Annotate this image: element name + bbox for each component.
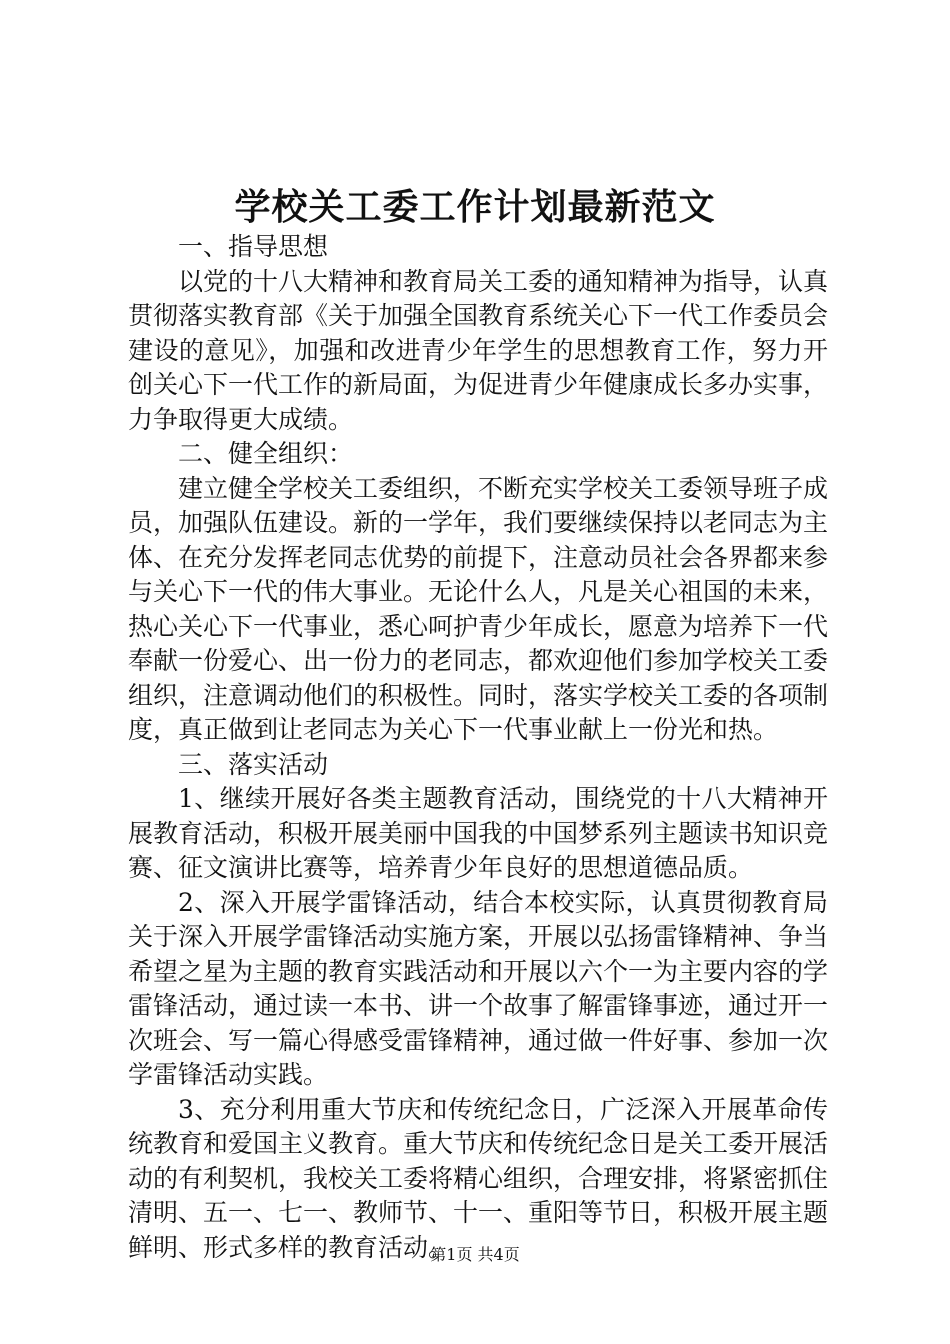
paragraph-guiding-ideology: 以党的十八大精神和教育局关工委的通知精神为指导，认真贯彻落实教育部《关于加强全国教育系统关心下一代工作委员会建设的意见》，加强和改进青少年学生的思想教育工作，努力开创关心下一代工作的新局面，为促进青少年健康成长多办实事，力争取得更大成绩。	[128, 266, 829, 434]
paragraph-activity-3: 3、充分利用重大节庆和传统纪念日，广泛深入开展革命传统教育和爱国主义教育。重大节庆和传统纪念日是关工委开展活动的有利契机，我校关工委将精心组织，合理安排，将紧密抓住清明、五一、七一、教师节、十一、重阳等节日，积极开展主题鲜明、形式多样的教育活动。	[128, 1094, 829, 1262]
paragraph-activity-2: 2、深入开展学雷锋活动，结合本校实际，认真贯彻教育局关于深入开展学雷锋活动实施方案，开展以弘扬雷锋精神、争当希望之星为主题的教育实践活动和开展以六个一为主要内容的学雷锋活动，通过读一本书、讲一个故事了解雷锋事迹，通过开一次班会、写一篇心得感受雷锋精神，通过做一件好事、参加一次学雷锋活动实践。	[128, 887, 829, 1089]
section-heading-guiding-ideology: 一、指导思想	[178, 232, 329, 261]
section-heading-organization: 二、健全组织：	[178, 439, 354, 468]
paragraph-activity-1: 1、继续开展好各类主题教育活动，围绕党的十八大精神开展教育活动，积极开展美丽中国我的中国梦系列主题读书知识竞赛、征文演讲比赛等，培养青少年良好的思想道德品质。	[128, 784, 829, 882]
page-number-footer: 第1页 共4页	[430, 1245, 520, 1264]
paragraph-organization: 建立健全学校关工委组织，不断充实学校关工委领导班子成员，加强队伍建设。新的一学年，我们要继续保持以老同志为主体、在充分发挥老同志优势的前提下，注意动员社会各界都来参与关心下一代的伟大事业。无论什么人，凡是关心祖国的未来，热心关心下一代事业，悉心呵护青少年成长，愿意为培养下一代奉献一份爱心、出一份力的老同志，都欢迎他们参加学校关工委组织，注意调动他们的积极性。同时，落实学校关工委的各项制度，真正做到让老同志为关心下一代事业献上一份光和热。	[128, 473, 829, 744]
document-body	[128, 230, 828, 1265]
document-title: 学校关工委工作计划最新范文	[234, 186, 716, 228]
section-heading-activities: 三、落实活动	[178, 749, 329, 779]
